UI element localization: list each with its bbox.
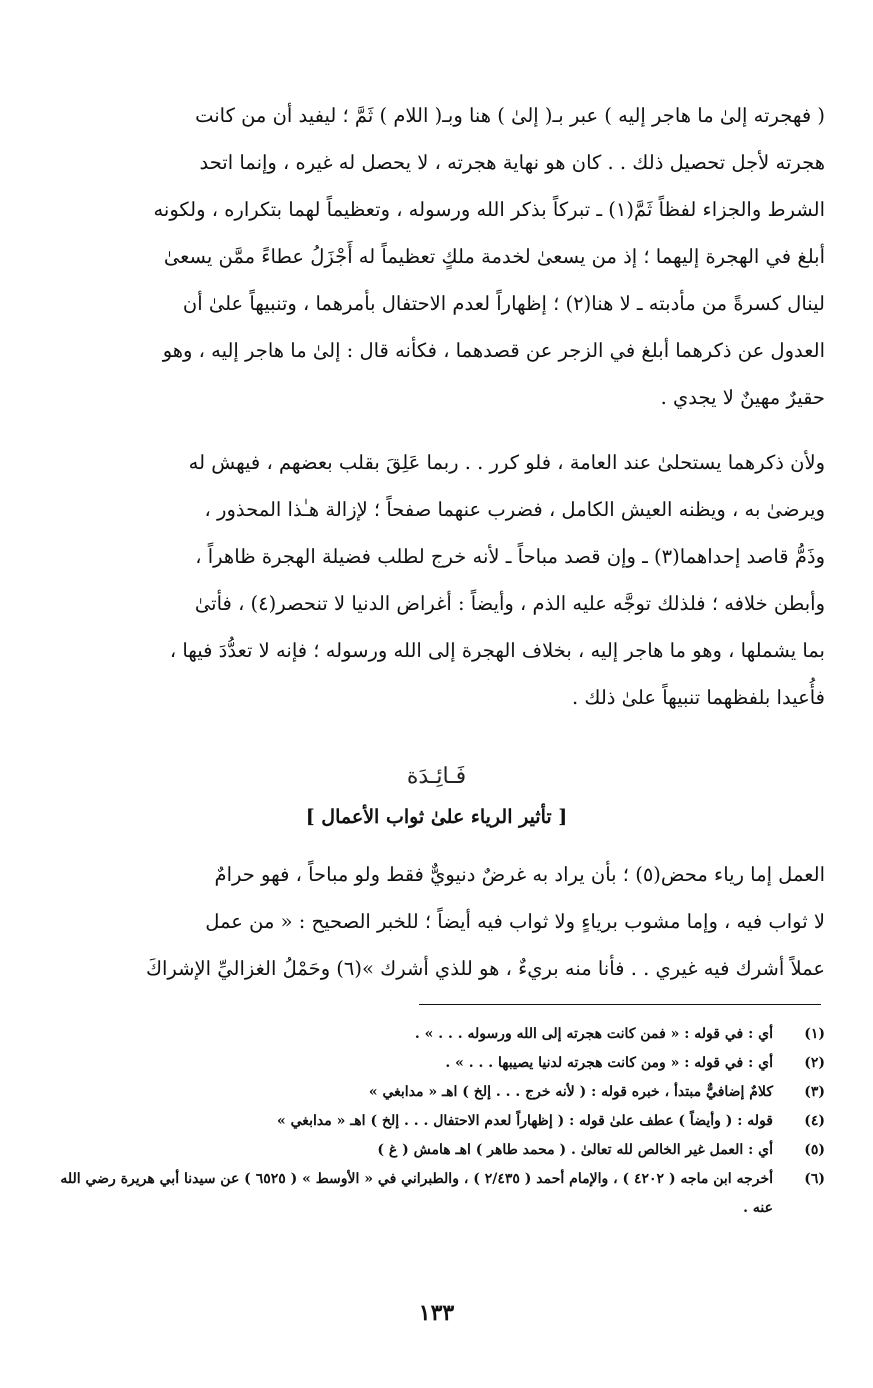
paragraph-line: ( فهجرته إلىٰ ما هاجر إليه ) عبر بـ( إلىٰ ) هنا وبـ( اللام ) ثَمَّ ؛ ليفيد أن من كانت — [195, 104, 825, 127]
footnote-item — [44, 1049, 825, 1078]
paragraph-line: هجرته لأجل تحصيل ذلك . . كان هو نهاية هجرته ، لا يحصل له غيره ، وإنما اتحد — [199, 151, 825, 174]
footnote-divider — [419, 1004, 821, 1005]
footnote-item — [44, 1136, 825, 1165]
footnote-number: (٦) — [804, 1171, 825, 1187]
footnote-item — [44, 1165, 825, 1223]
footnote-number: (٣) — [804, 1084, 825, 1100]
footnote-text: أخرجه ابن ماجه ( ٤٢٠٢ ) ، والإمام أحمد ( ٢/٤٣٥ ) ، والطبراني في « الأوسط » ( ٦٥٢٥ ) عن سيدنا أبي هريرة رضي الله عنه . — [60, 1171, 773, 1216]
paragraph-1 — [48, 92, 825, 421]
paragraph-line: لينال كسرةً من مأدبته ـ لا هنا(٢) ؛ إظهاراً لعدم الاحتفال بأمرهما ، وتنبيهاً علىٰ أن — [182, 292, 825, 315]
section-ornament: فَـائِـدَة — [406, 764, 467, 789]
footnote-text: قوله : ( وأيضاً ) عطف علىٰ قوله : ( إظهاراً لعدم الاحتفال . . . إلخ ) اهـ « مدابغي » — [277, 1113, 773, 1129]
footnote-item — [44, 1078, 825, 1107]
paragraph-line: فأُعيدا بلفظهما تنبيهاً علىٰ ذلك . — [572, 686, 825, 709]
paragraph-line: العمل إما رياء محض(٥) ؛ بأن يراد به غرضٌ دنيويٌّ فقط ولو مباحاً ، فهو حرامٌ — [214, 863, 825, 886]
footnote-number: (١) — [804, 1026, 825, 1042]
footnote-item — [44, 1020, 825, 1049]
paragraph-line: حقيرٌ مهينٌ لا يجدي . — [660, 386, 825, 409]
footnote-text: أي : في قوله : « فمن كانت هجرته إلى الله ورسوله . . . » . — [414, 1026, 773, 1042]
paragraph-3 — [48, 851, 825, 992]
paragraph-line: ويرضىٰ به ، ويظنه العيش الكامل ، فضرب عنهما صفحاً ؛ لإزالة هـٰذا المحذور ، — [204, 498, 825, 521]
paragraph-line: العدول عن ذكرهما أبلغ في الزجر عن قصدهما ، فكأنه قال : إلىٰ ما هاجر إليه ، وهو — [162, 339, 825, 362]
section-heading: [ تأثير الرياء علىٰ ثواب الأعمال ] — [305, 806, 568, 828]
paragraph-line: لا ثواب فيه ، وإما مشوب برياءٍ ولا ثواب فيه أيضاً ؛ للخبر الصحيح : « من عمل — [205, 910, 825, 933]
footnote-text: كلامٌ إضافيٌّ مبتدأ ، خبره قوله : ( لأنه خرج . . . إلخ ) اهـ « مدابغي » — [368, 1084, 773, 1100]
paragraph-line: وذَمُّ قاصد إحداهما(٣) ـ وإن قصد مباحاً ـ لأنه خرج لطلب فضيلة الهجرة ظاهراً ، — [195, 545, 825, 568]
paragraph-line: عملاً أشرك فيه غيري . . فأنا منه بريءٌ ، هو للذي أشرك »(٦) وحَمْلُ الغزاليِّ الإشراكَ — [145, 957, 825, 980]
page-body — [48, 92, 825, 992]
footnote-text: أي : في قوله : « ومن كانت هجرته لدنيا يصيبها . . . » . — [445, 1055, 773, 1071]
footnote-text: أي : العمل غير الخالص لله تعالىٰ . ( محمد طاهر ) اهـ هامش ( غ ) — [377, 1142, 773, 1158]
page-number: ١٣٣ — [418, 1300, 455, 1326]
footnotes — [44, 1020, 825, 1223]
paragraph-line: وأبطن خلافه ؛ فلذلك توجَّه عليه الذم ، وأيضاً : أغراض الدنيا لا تنحصر(٤) ، فأتىٰ — [194, 592, 825, 615]
paragraph-line: أبلغ في الهجرة إليهما ؛ إذ من يسعىٰ لخدمة ملكٍ تعظيماً له أَجْزَلُ عطاءً ممَّن يسعىٰ — [163, 245, 825, 268]
footnote-number: (٢) — [804, 1055, 825, 1071]
footnote-number: (٤) — [804, 1113, 825, 1129]
paragraph-line: بما يشملها ، وهو ما هاجر إليه ، بخلاف الهجرة إلى الله ورسوله ؛ فإنه لا تعدُّدَ فيها ، — [169, 639, 825, 662]
footnote-item — [44, 1107, 825, 1136]
paragraph-2 — [48, 439, 825, 721]
paragraph-line: ولأن ذكرهما يستحلىٰ عند العامة ، فلو كرر . . ربما عَلِقَ بقلب بعضهم ، فيهش له — [188, 451, 825, 474]
paragraph-line: الشرط والجزاء لفظاً ثَمَّ(١) ـ تبركاً بذكر الله ورسوله ، وتعظيماً لهما بتكراره ، ولكونه — [153, 198, 825, 221]
footnote-number: (٥) — [804, 1142, 825, 1158]
